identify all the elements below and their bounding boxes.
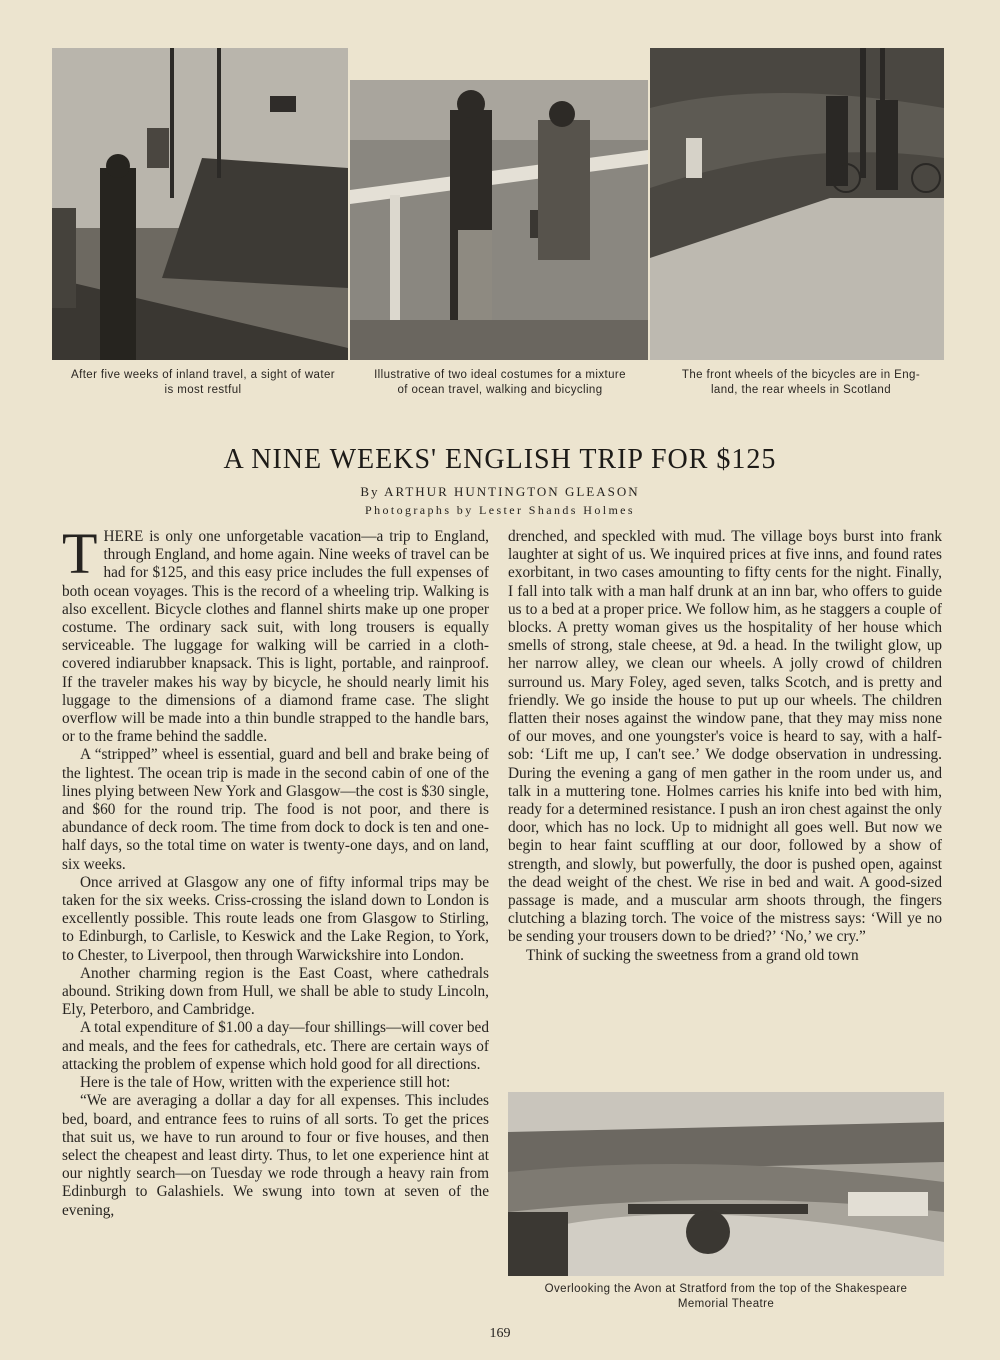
steamship-at-dock-photo [52,48,348,360]
two-men-on-ship-deck-photo [350,80,648,360]
avon-at-stratford-photo [508,1092,944,1276]
photo-caption-avon: Overlooking the Avon at Stratford from the top of the Shakespeare Memorial Theatre [544,1283,908,1310]
drop-cap: T [62,521,98,586]
article-left-column [62,521,489,1220]
page-number: 169 [489,1326,511,1341]
article-title: A NINE WEEKS' ENGLISH TRIP FOR $125 [223,444,777,475]
article-paragraph: drenched, and speckled with mud. The village boys burst into frank laughter at sight of us. We inquired prices at five inns, and found rates exorbitant, in two cases amounting to fifty cents for the night. Finally, I fall into talk with a man half drunk at an inn bar, who offers to guide us to a bed at a proper price. We follow him, as he staggers a couple of blocks. A pretty woman gives us the hospitality of her house which smells of strong, stale cheese, at 9d. a head. In the twilight glow, up her narrow alley, we clean our wheels. A jolly crowd of children surround us. Mary Foley, aged seven, talks Scotch, and is pretty and friendly. We go inside the house to put up our wheels. The children flatten their noses against the window pane, that they may miss none of our moves, and one youngster's voice is heard to say, with a half-sob: ‘Lift me up, I can't see.’ We dodge observation in undressing. During the evening a gang of men gather in the room under us, and talk in a muttering tone. Holmes carries his knife into bed with him, ready for a determined resistance. I push an iron chest against the only door, which has no lock. Up to midnight all goes well. But now we begin to hear faint scuffling at our door, followed by a show of strength, and slowly, but powerfully, the door is pushed open, against the dead weight of the chest. We rise in bed and wait. A good-sized passage is made, and a muscular arm shoots through, the fingers clutching a blazing torch. The voice of the mistress says: ‘Will ye no be sending your trousers down to be dried?’ ‘No,’ we cry.” [508,528,942,946]
article-paragraph: “We are averaging a dollar a day for all expenses. This includes bed, board, and entrance fees to ruins of all sorts. To get the prices that suit us, we have to run around to four or five houses, and then select the cheapest and least dirty. Thus, to let one experience hint at our nightly search—on Tuesday we rode through a heavy rain from Edinburgh to Galashiels. We swung into town at seven of the evening, [62,1092,489,1219]
article-byline: By ARTHUR HUNTINGTON GLEASON [360,484,640,499]
photo-caption-bicycles: The front wheels of the bicycles are in Eng- land, the rear wheels in Scotland [681,369,921,396]
photo-caption-two-men: Illustrative of two ideal costumes for a mixture of ocean travel, walking and bicycling [374,369,626,396]
article-paragraph: A total expenditure of $1.00 a day—four shillings—will cover bed and meals, and the fees for cathedrals, etc. There are certain ways of attacking the problem of expense which hold good for all directions. [62,1019,489,1073]
article-paragraph: A “stripped” wheel is essential, guard and bell and brake being of the lightest. The ocean trip is made in the second cabin of one of the lines plying between New York and Glasgow—the cost is $30 single, and $60 for the round trip. The food is not poor, and there is abundance of deck room. The time from dock to dock is ten and one-half days, so the total time on water is twenty-one days, and on land, six weeks. [62,746,489,873]
article-paragraph: Here is the tale of How, written with the experience still hot: [80,1074,451,1092]
article-paragraph: Once arrived at Glasgow any one of fifty informal trips may be taken for the six weeks. Criss-crossing the island down to London is excellently possible. This route leads one from Glasgow to Stirling, to Edinburgh, to Carlisle, to Keswick and the Lake Region, to York, to Chester, to Liverpool, then through Warwickshire into London. [62,873,489,964]
photo-caption-steamship: After five weeks of inland travel, a sight of water is most restful [71,369,335,396]
article-paragraph: Think of sucking the sweetness from a grand old town [526,946,859,964]
article-right-column [508,528,942,965]
article-paragraph: Another charming region is the East Coast, where cathedrals abound. Striking down from Hull, we shall be able to study Lincoln, Ely, Peterboro, and Cambridge. [62,964,489,1019]
photo-credit: Photographs by Lester Shands Holmes [365,503,635,517]
bicycles-on-border-road-photo [650,48,944,360]
article-paragraph: THERE is only one unforgetable vacation—a trip to England, through England, and home again. Nine weeks of travel can be had for $125, and this easy price includes the full expenses of both ocean voyages. This is the record of a wheeling trip. Walking is also excellent. Bicycle clothes and flannel shirts make up one proper costume. The ordinary sack suit, with long trousers is equally serviceable. The luggage for walking will be carried in a cloth-covered indiarubber knapsack. This is light, portable, and rainproof. If the traveler makes his way by bicycle, he should nearly limit his luggage to the dimensions of a diamond frame case. The slight overflow will be made into a thin bundle strapped to the handle bars, or to the frame behind the saddle. [62,521,489,746]
